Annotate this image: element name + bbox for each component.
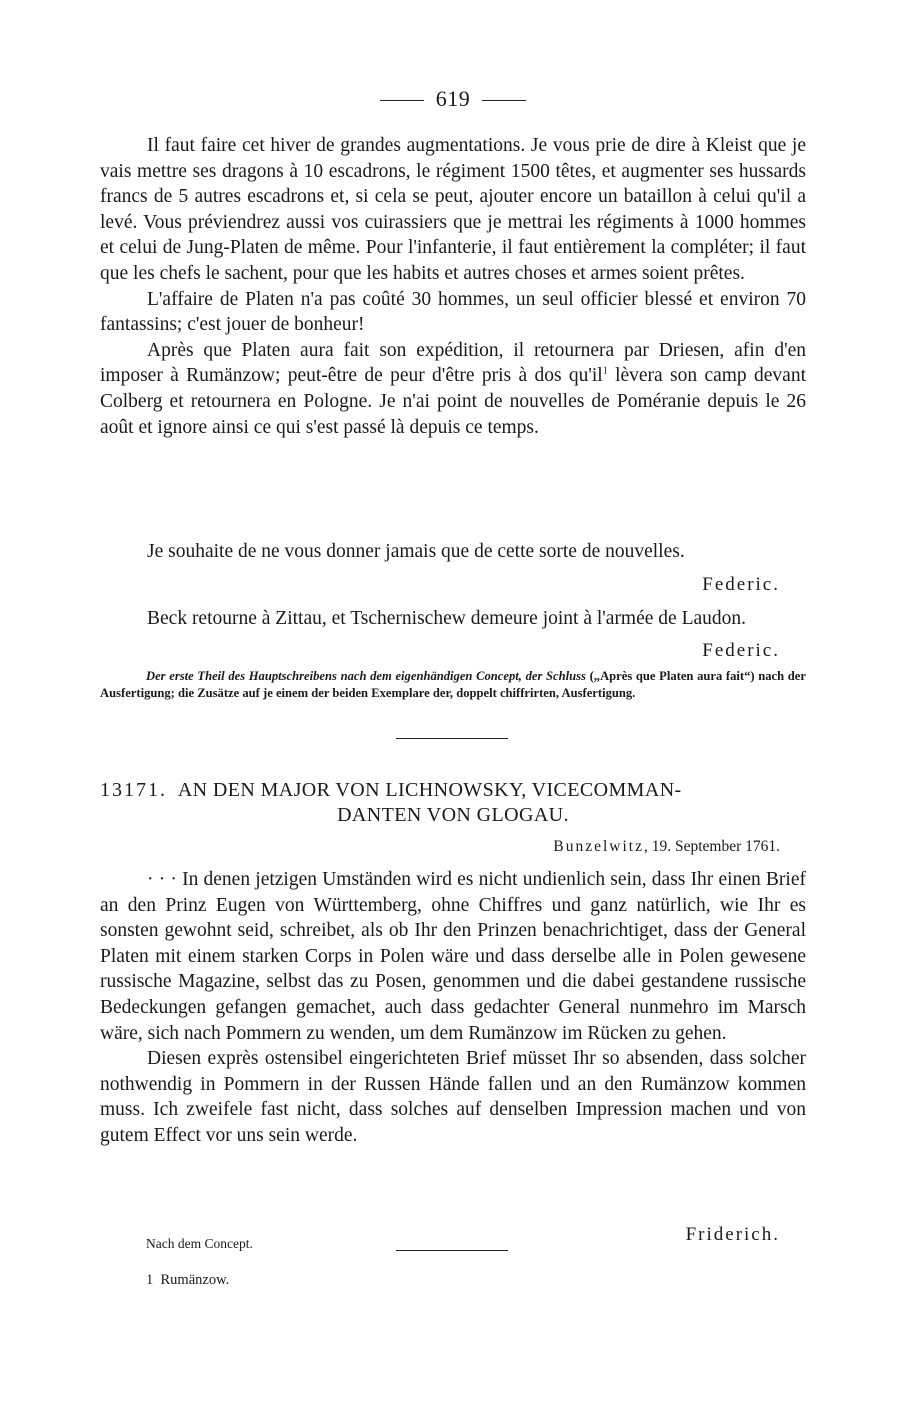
heading-line-1: AN DEN MAJOR VON LICHNOWSKY, VICECOMMAN- (177, 779, 682, 801)
signature-federic-2: Federic. (702, 640, 780, 661)
letter1-paragraph-2: L'affaire de Platen n'a pas coûté 30 hommes, un seul officier blessé et environ 70 fantassins; c'est jouer de bonheur! (100, 288, 806, 336)
section-divider (396, 738, 508, 739)
date-place: Bunzelwitz (553, 838, 644, 855)
heading-line-2: DANTEN VON GLOGAU. (337, 804, 569, 826)
source-note-italic: Der erste Theil des Hauptschreibens nach dem eigenhändigen Concept, der Schluss (146, 669, 586, 683)
letter1-body (100, 133, 806, 440)
footnote-text: Rumänzow. (160, 1272, 230, 1288)
signature-federic-1: Federic. (702, 574, 780, 595)
letter1-paragraph-1: Il faut faire cet hiver de grandes augmentations. Je vous prie de dire à Kleist que je vais mettre ses dragons à 10 escadrons, le régiment 1500 têtes, et augmenter ses hussards francs de 5 autres escadrons et, si cela se peut, ajouter encore un bataillon à celui qu'il a levé. Vous préviendrez aussi vos cuirassiers que je mettrai les régiments à 1000 hommes et celui de Jung-Platen de même. Pour l'infanterie, il faut entièrement la compléter; il faut que les chefs le sachent, pour que les habits et autres choses et armes soient prêtes. (100, 135, 806, 284)
letter1-postscript-1 (100, 539, 806, 565)
footnote-marker: 1 (146, 1272, 154, 1288)
date-text: , 19. September 1761. (643, 838, 780, 855)
letter1-paragraph-3-part2: lèvera son camp devant Colberg et retournera en Pologne. Je n'ai point de nouvelles de Poméranie depuis le 26 août et ignore ainsi ce qui s'est passé là depuis ce temps. (100, 365, 806, 438)
source-note-text: („Après que Platen aura fait“) nach der Ausfertigung; die Zusätze auf je einem der beiden Exemplare der, doppelt chiffrirten, Ausfertigung. (100, 669, 806, 700)
letter2-heading (100, 778, 806, 828)
signature-friderich: Friderich. (685, 1224, 780, 1245)
header-dash-right (482, 100, 526, 101)
letter1-paragraph-4: Je souhaite de ne vous donner jamais que de cette sorte de nouvelles. (147, 541, 685, 562)
letter1-postscript-2 (100, 606, 806, 632)
letter2-body (100, 867, 806, 1149)
letter1-paragraph-3-part1: Après que Platen aura fait son expédition, il retournera par Driesen, afin d'en imposer à Rumänzow; peut-être de peur d'être pris à dos qu'il (100, 339, 806, 387)
dateline (553, 838, 780, 856)
letter2-source-note: Nach dem Concept. (146, 1236, 253, 1251)
footnote-divider (396, 1250, 508, 1251)
header-dash-left (380, 100, 424, 101)
letter1-source-note (100, 668, 806, 701)
page-number: 619 (435, 86, 471, 111)
letter2-paragraph-2: Diesen exprès ostensibel eingerichteten Brief müsset Ihr so absenden, dass solcher nothwendig in Pommern in der Russen Hände fallen und an den Rumänzow kommen muss. Ich zweifele fast nicht, dass solches auf denselben Impression machen und von gutem Effect vor uns sein werde. (100, 1048, 806, 1146)
letter1-paragraph-5: Beck retourne à Zittau, et Tschernischew demeure joint à l'armée de Laudon. (147, 608, 747, 629)
page-header (100, 86, 806, 112)
letter-number: 13171. (100, 779, 167, 801)
footnote-ref-1: 1 (602, 365, 608, 377)
letter1-paragraph-3 (100, 338, 806, 440)
footnote (146, 1272, 229, 1289)
letter2-paragraph-1: · · · In denen jetzigen Umständen wird es nicht undienlich sein, dass Ihr einen Brief an den Prinz Eugen von Württemberg, ohne Chiffres und ganz natürlich, wie Ihr es sonsten gewohnt seid, schreibet, als ob Ihr den Prinzen benachrichtiget, dass der General Platen mit einem starken Corps in Polen wäre und dass derselbe alle in Polen gewesene russische Magazine, selbst das zu Posen, genommen und die dabei gestandene russische Bedeckungen gefangen gemachet, auch dass gedachter General nunmehro im Marsch wäre, sich nach Pommern zu wenden, um dem Rumänzow im Rücken zu gehen. (100, 869, 806, 1044)
